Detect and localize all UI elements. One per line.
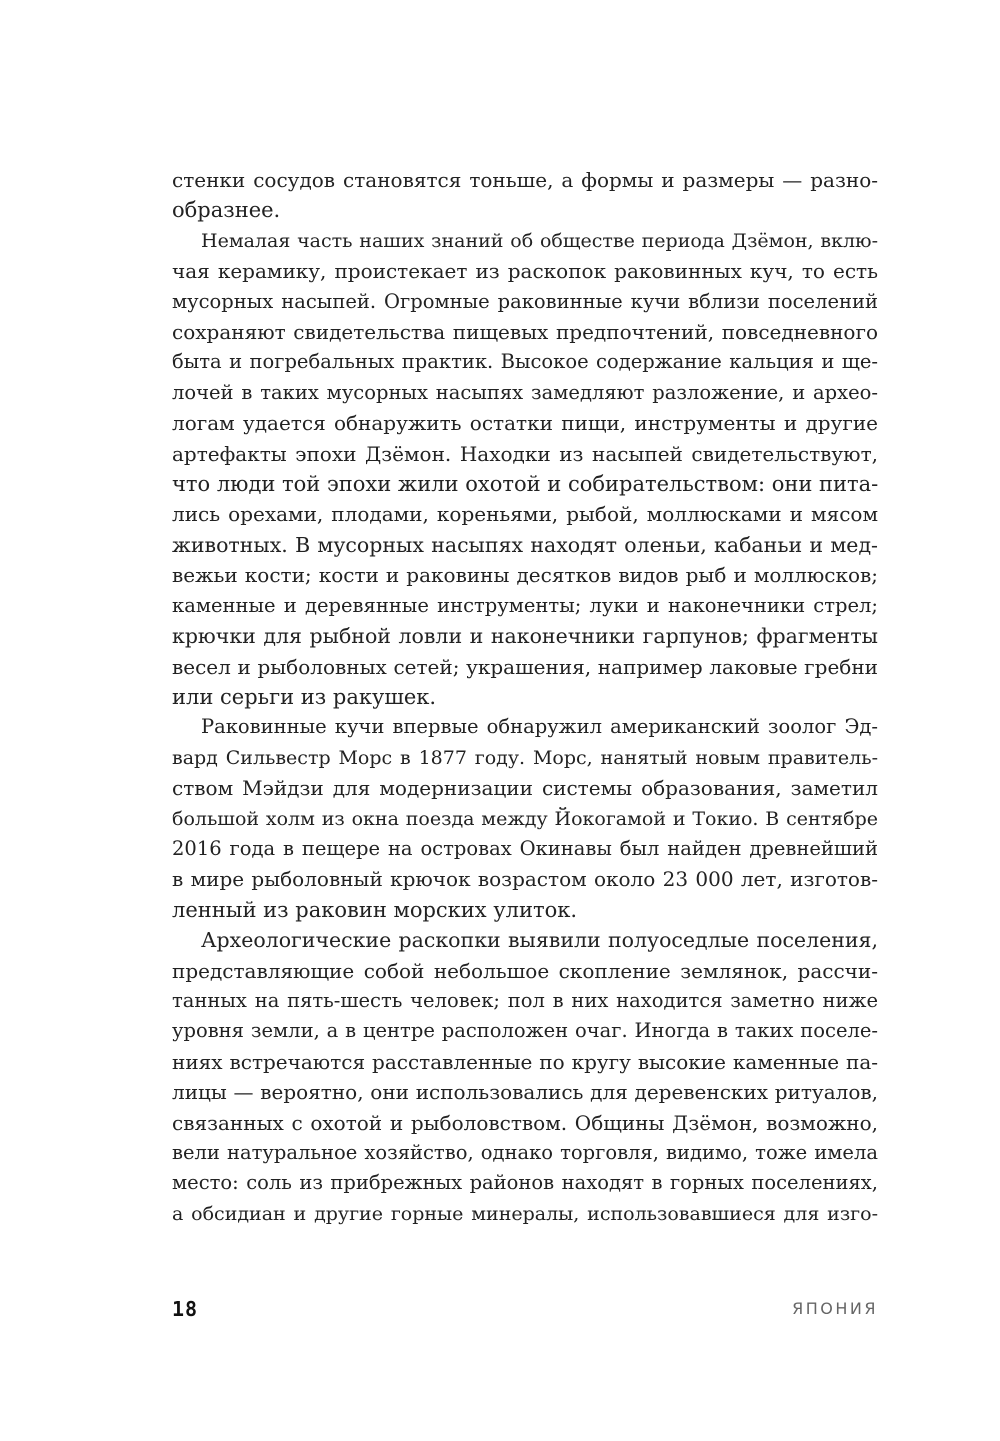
text-line: 2016 года в пещере на островах Окинавы был найден древнейший — [172, 836, 878, 860]
text-line: вард Сильвестр Морс в 1877 году. Морс, нанятый новым правитель- — [172, 746, 878, 769]
text-line: представляющие собой небольшое скопление землянок, рассчи- — [172, 958, 878, 983]
text-line: лочей в таких мусорных насыпях замедляют разложение, и архео- — [172, 380, 878, 404]
text-line: место: соль из прибрежных районов находят в горных поселениях, — [172, 1171, 878, 1195]
text-line: сохраняют свидетельства пищевых предпочтений, повседневного — [172, 320, 878, 345]
text-line: образнее. — [172, 198, 281, 223]
body-text — [172, 165, 878, 1229]
text-line: быта и погребальных практик. Высокое содержание кальция и ще- — [172, 350, 878, 374]
text-line: танных на пять-шесть человек; пол в них находится заметно ниже — [172, 988, 878, 1012]
text-line: Немалая часть наших знаний об обществе периода Дзёмон, вклю- — [201, 229, 878, 252]
text-line: логам удается обнаружить остатки пищи, инструменты и другие — [172, 411, 878, 436]
text-line: стенки сосудов становятся тоньше, а формы и размеры — разно- — [172, 168, 878, 192]
text-line: ством Мэйдзи для модернизации системы образования, заметил — [172, 776, 878, 801]
text-line: каменные и деревянные инструменты; луки и наконечники стрел; — [172, 593, 878, 617]
text-line: связанных с охотой и рыболовством. Общины Дзёмон, возможно, — [172, 1110, 878, 1135]
text-line: Раковинные кучи впервые обнаружил американский зоолог Эд- — [201, 715, 878, 739]
text-line: ниях встречаются расставленные по кругу высокие каменные па- — [172, 1049, 878, 1074]
text-line: лись орехами, плодами, кореньями, рыбой, моллюсками и мясом — [172, 502, 878, 527]
text-line: крючки для рыбной ловли и наконечники гарпунов; фрагменты — [172, 624, 878, 649]
text-line: что люди той эпохи жили охотой и собирательством: они пита- — [172, 472, 879, 497]
text-line: артефакты эпохи Дзёмон. Находки из насыпей свидетельствуют, — [172, 441, 878, 466]
text-line: ленный из раковин морских улиток. — [172, 897, 578, 922]
text-line: вежьи кости; кости и раковины десятков видов рыб и моллюсков; — [172, 563, 878, 588]
text-line: большой холм из окна поезда между Йокогамой и Токио. В сентябре — [172, 807, 878, 830]
text-line: чая керамику, проистекает из раскопок раковинных куч, то есть — [172, 259, 878, 284]
text-line: весел и рыболовных сетей; украшения, например лаковые гребни — [172, 654, 878, 679]
text-line: мусорных насыпей. Огромные раковинные кучи вблизи поселений — [172, 289, 878, 313]
text-line: животных. В мусорных насыпях находят оленьи, кабаньи и мед- — [172, 532, 878, 557]
page-number: 18 — [172, 1297, 199, 1321]
text-line: Археологические раскопки выявили полуоседлые поселения, — [201, 928, 878, 953]
text-line: вели натуральное хозяйство, однако торговля, видимо, тоже имела — [172, 1141, 878, 1164]
text-line: в мире рыболовный крючок возрастом около 23 000 лет, изготов- — [172, 867, 878, 892]
text-line: уровня земли, а в центре расположен очаг. Иногда в таких поселе- — [172, 1019, 878, 1043]
running-head: ЯПОНИЯ — [792, 1299, 878, 1318]
text-line: лицы — вероятно, они использовались для деревенских ритуалов, — [172, 1080, 878, 1105]
text-line: или серьги из ракушек. — [172, 684, 437, 709]
text-line: а обсидиан и другие горные минералы, использовавшиеся для изго- — [172, 1202, 878, 1225]
